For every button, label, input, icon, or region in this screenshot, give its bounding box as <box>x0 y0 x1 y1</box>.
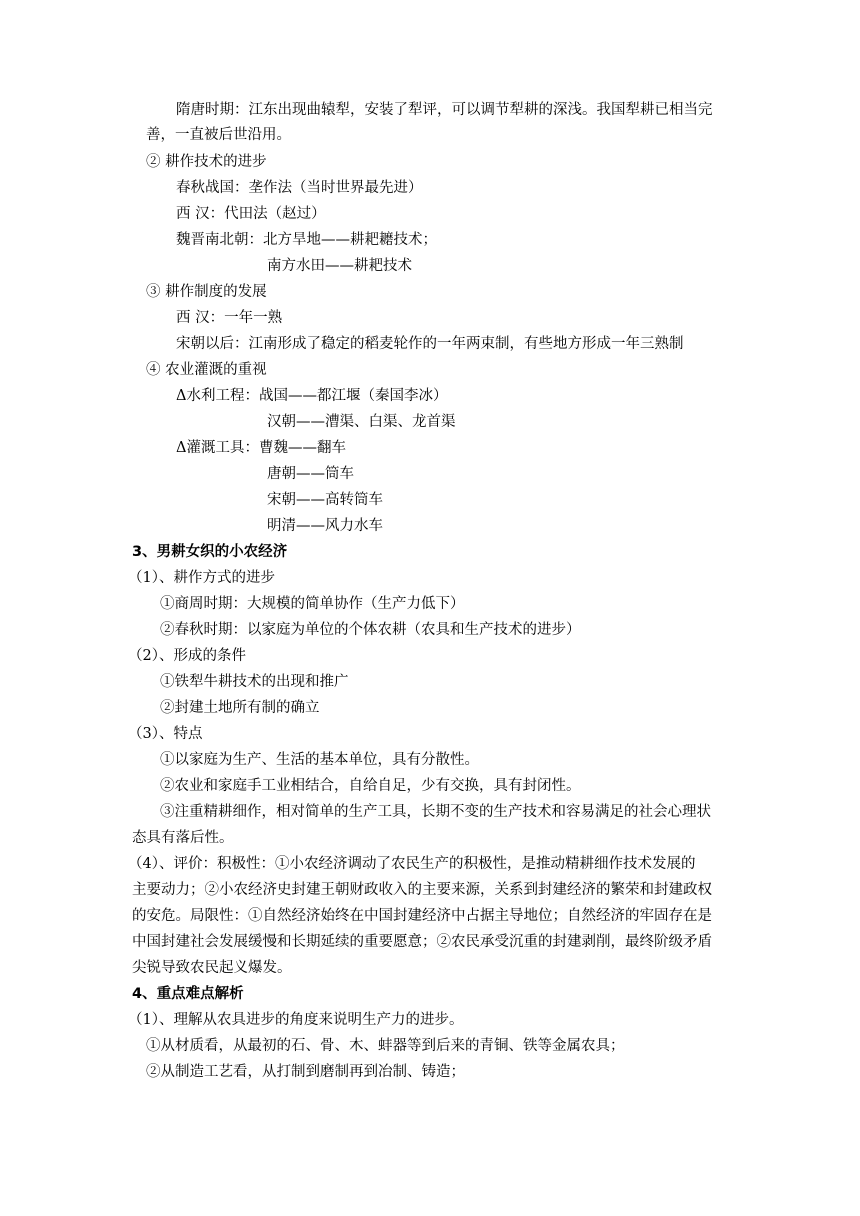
section-heading: 4、重点难点解析 <box>132 986 244 1002</box>
text-line: ①铁犁牛耕技术的出现和推广 <box>160 674 349 690</box>
text-line: 中国封建社会发展缓慢和长期延续的重要愿意；②农民承受沉重的封建剥削，最终阶级矛盾 <box>132 934 712 950</box>
text-line: 宋朝——高转筒车 <box>267 492 383 508</box>
text-line: （4）、评价：积极性：①小农经济调动了农民生产的积极性，是推动精耕细作技术发展的 <box>128 856 696 872</box>
text-line: ①从材质看，从最初的石、骨、木、蚌器等到后来的青铜、铁等金属农具； <box>146 1038 625 1054</box>
text-line: 宋朝以后：江南形成了稳定的稻麦轮作的一年两束制，有些地方形成一年三熟制 <box>176 336 684 352</box>
text-line: ② 耕作技术的进步 <box>146 154 267 170</box>
text-line: 隋唐时期：江东出现曲辕犁，安装了犁评，可以调节犁耕的深浅。我国犁耕已相当完 <box>176 102 713 118</box>
text-line: （2）、形成的条件 <box>128 648 246 664</box>
text-line: ④ 农业灌溉的重视 <box>146 362 267 378</box>
text-line: 汉朝——漕渠、白渠、龙首渠 <box>267 414 456 430</box>
text-line: ③ 耕作制度的发展 <box>146 284 267 300</box>
text-line: 南方水田——耕耙技术 <box>267 258 412 274</box>
text-line: 春秋战国：垄作法（当时世界最先进） <box>176 180 423 196</box>
text-line: 唐朝——筒车 <box>267 466 354 482</box>
text-line: 西 汉：一年一熟 <box>176 310 283 326</box>
text-line: ①以家庭为生产、生活的基本单位，具有分散性。 <box>160 752 479 768</box>
text-line: ②农业和家庭手工业相结合，自给自足，少有交换，具有封闭性。 <box>160 778 581 794</box>
text-line: （3）、特点 <box>128 726 203 742</box>
text-line: 善，一直被后世沿用。 <box>146 127 291 143</box>
text-line: Δ水利工程：战国——都江堰（秦国李冰） <box>176 388 448 404</box>
text-line: （1）、理解从农具进步的角度来说明生产力的进步。 <box>128 1012 464 1028</box>
text-line: ②封建土地所有制的确立 <box>160 700 320 716</box>
text-line: 态具有落后性。 <box>132 830 234 846</box>
text-line: 主要动力；②小农经济史封建王朝财政收入的主要来源，关系到封建经济的繁荣和封建政权 <box>132 882 712 898</box>
text-line: ②从制造工艺看，从打制到磨制再到冶制、铸造； <box>146 1064 465 1080</box>
text-line: 魏晋南北朝：北方旱地——耕耙耱技术； <box>176 232 437 248</box>
text-line: ③注重精耕细作，相对简单的生产工具，长期不变的生产技术和容易满足的社会心理状 <box>160 804 711 820</box>
text-line: 的安危。局限性：①自然经济始终在中国封建经济中占据主导地位；自然经济的牢固存在是 <box>132 908 712 924</box>
text-line: （1）、耕作方式的进步 <box>128 570 275 586</box>
text-line: 西 汉：代田法（赵过） <box>176 206 326 222</box>
section-heading: 3、男耕女织的小农经济 <box>132 544 288 560</box>
text-line: 明清——风力水车 <box>267 518 383 534</box>
text-line: ①商周时期：大规模的简单协作（生产力低下） <box>160 596 465 612</box>
text-line: 尖锐导致农民起义爆发。 <box>132 960 292 976</box>
text-line: ②春秋时期：以家庭为单位的个体农耕（农具和生产技术的进步） <box>160 622 581 638</box>
text-line: Δ灌溉工具：曹魏——翻车 <box>176 440 346 456</box>
